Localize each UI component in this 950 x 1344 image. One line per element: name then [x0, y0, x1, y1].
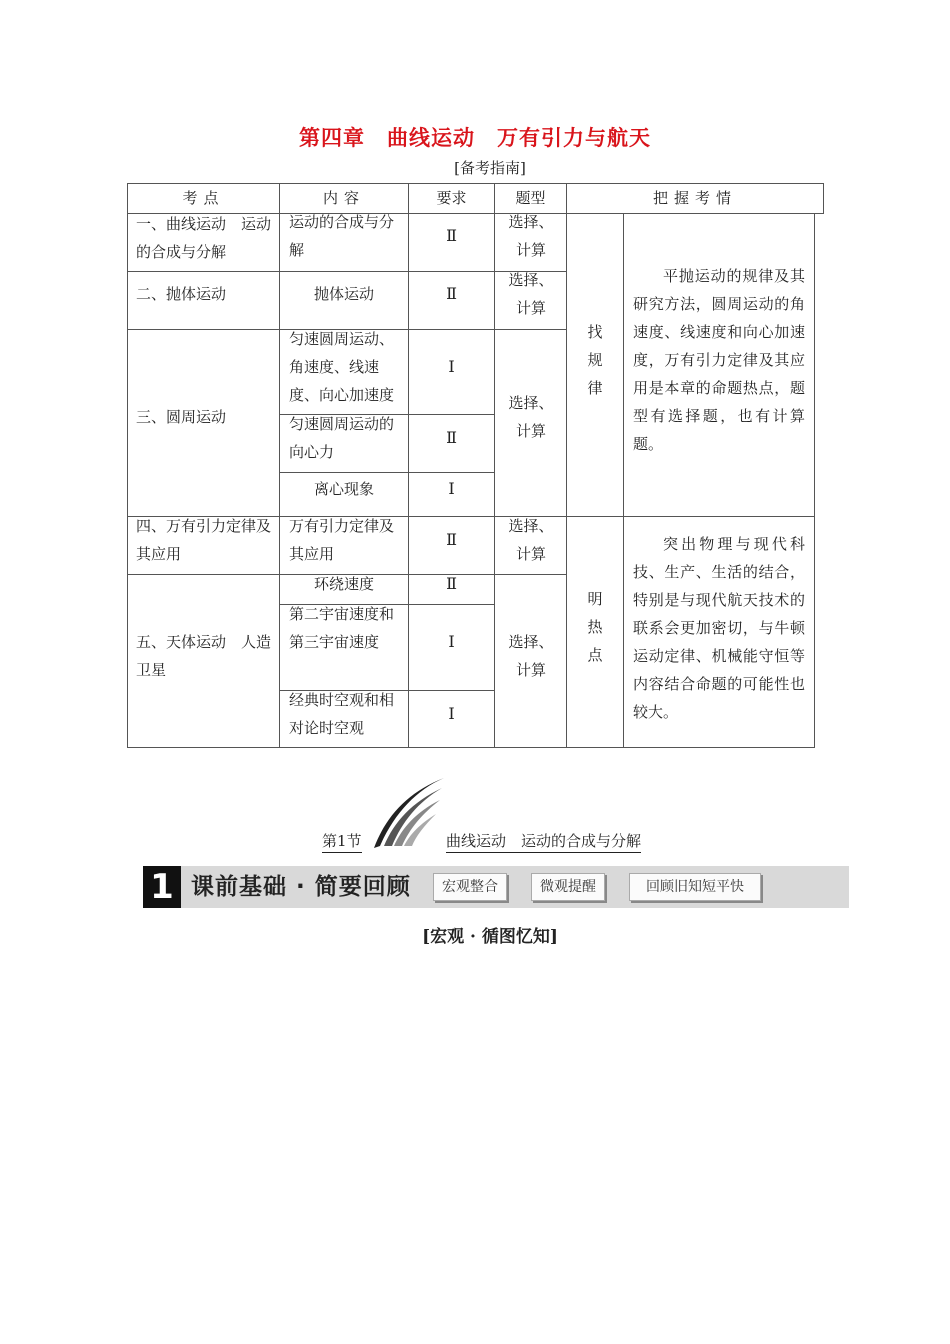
topic-3: 三、圆周运动 — [136, 408, 227, 426]
content-3: 匀速圆周运动、角速度、线速度、向心加速度 — [289, 330, 395, 404]
content-8: 第二宇宙速度和第三宇宙速度 — [289, 605, 395, 651]
content-4: 匀速圆周运动的向心力 — [289, 415, 395, 461]
chapter-title: 第四章 曲线运动 万有引力与航天 — [299, 125, 651, 150]
pre-class-banner — [143, 866, 849, 908]
type-4: 选择、计算 — [508, 517, 554, 563]
grasp-label-2: 明热点 — [587, 590, 603, 664]
header-content: 内容 — [322, 189, 365, 207]
grasp-label-1: 找规律 — [587, 323, 603, 397]
topic-1: 一、曲线运动 运动的合成与分解 — [136, 215, 272, 261]
topic-4: 四、万有引力定律及其应用 — [136, 517, 272, 563]
header-topic: 考点 — [182, 189, 225, 207]
topic-5: 五、天体运动 人造卫星 — [136, 633, 272, 679]
section-number: 第1节 — [322, 830, 362, 853]
requirement-9: Ⅰ — [448, 704, 455, 723]
content-9: 经典时空观和相对论时空观 — [289, 691, 395, 737]
section-title: 曲线运动 运动的合成与分解 — [446, 830, 641, 853]
content-6: 万有引力定律及其应用 — [289, 517, 395, 563]
header-grasp: 把握考情 — [652, 189, 737, 207]
header-type: 题型 — [515, 189, 546, 207]
requirement-5: Ⅰ — [448, 479, 455, 498]
requirement-1: Ⅱ — [446, 226, 457, 245]
grasp-text-1: 平抛运动的规律及其研究方法，圆周运动的角速度、线速度和向心加速度，万有引力定律及其应用是本章的命题热点，题型有选择题，也有计算题。 — [633, 267, 805, 453]
requirement-8: Ⅰ — [448, 632, 455, 651]
requirement-3: Ⅰ — [448, 357, 455, 376]
topic-2: 二、抛体运动 — [136, 285, 227, 303]
grasp-text-2: 突出物理与现代科技、生产、生活的结合，特别是与现代航天技术的联系会更加密切，与牛顿运动定律、机械能守恒等内容结合命题的可能性也较大。 — [633, 535, 805, 721]
review-old-knowledge-button[interactable]: 回顾旧知短平快 — [629, 873, 761, 901]
type-3: 选择、计算 — [508, 394, 554, 440]
header-requirement: 要求 — [436, 189, 467, 207]
content-7: 环绕速度 — [313, 575, 374, 593]
type-2: 选择、计算 — [508, 271, 554, 317]
content-5: 离心现象 — [313, 480, 374, 498]
banner-title: 课前基础 · 简要回顾 — [191, 874, 411, 900]
guide-subtitle: [备考指南] — [454, 159, 526, 177]
requirement-2: Ⅱ — [446, 284, 457, 303]
micro-reminder-button[interactable]: 微观提醒 — [531, 873, 605, 901]
banner-number: 1 — [143, 866, 181, 908]
content-1: 运动的合成与分解 — [289, 213, 395, 259]
type-1: 选择、计算 — [508, 213, 554, 259]
type-5: 选择、计算 — [508, 633, 554, 679]
requirement-4: Ⅱ — [446, 428, 457, 447]
content-2: 抛体运动 — [313, 285, 374, 303]
swoosh-logo-icon — [372, 776, 446, 850]
macro-integration-button[interactable]: 宏观整合 — [433, 873, 507, 901]
macro-heading: [宏观 · 循图忆知] — [422, 927, 558, 947]
requirement-7: Ⅱ — [446, 574, 457, 593]
requirement-6: Ⅱ — [446, 530, 457, 549]
